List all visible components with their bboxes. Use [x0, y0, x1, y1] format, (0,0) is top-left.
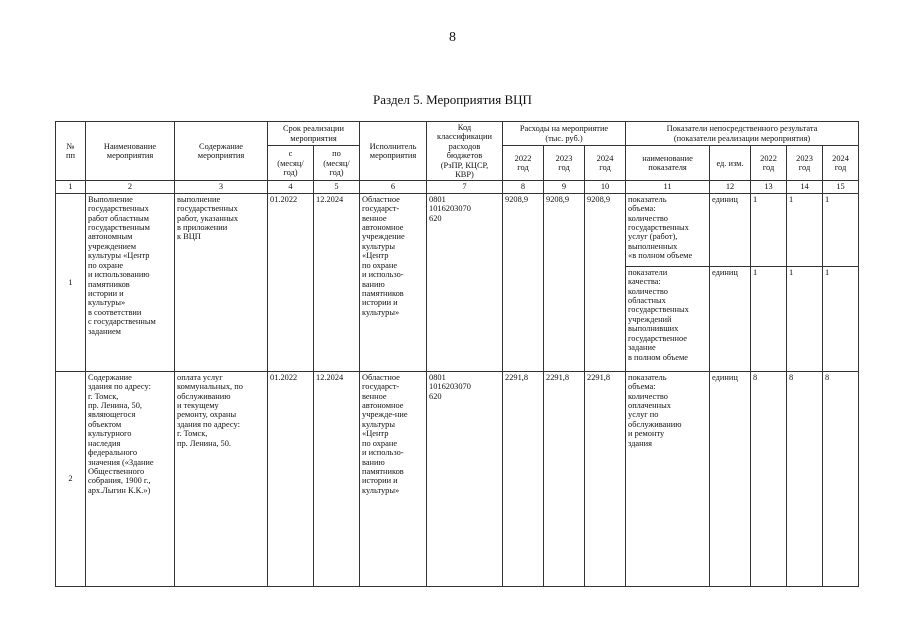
header-code: Код классификации расходов бюджетов (РзПР, КЦСР, КВР): [427, 122, 503, 181]
page-number: 8: [449, 30, 456, 45]
header-unit: ед. изм.: [710, 146, 751, 181]
header-ind-2022: 2022 год: [751, 146, 787, 181]
activity-content: выполнение государственных работ, указанных в приложении к ВЦП: [175, 193, 268, 371]
column-number: 4: [268, 181, 314, 193]
expense-2023: 9208,9: [544, 193, 585, 371]
indicator-unit: единиц: [710, 371, 751, 586]
header-indicators: Показатели непосредственного результата (показатели реализации мероприятия): [626, 122, 859, 146]
column-number: 9: [544, 181, 585, 193]
indicator-2024: 1: [823, 266, 859, 371]
row-number: 1: [56, 193, 86, 371]
header-ind-2024: 2024 год: [823, 146, 859, 181]
period-to: 12.2024: [314, 193, 360, 371]
header-period-from: с (месяц/ год): [268, 146, 314, 181]
period-from: 01.2022: [268, 371, 314, 586]
period-from: 01.2022: [268, 193, 314, 371]
budget-code: 0801 1016203070 620: [427, 371, 503, 586]
activities-table: [55, 121, 859, 587]
column-number: 14: [787, 181, 823, 193]
column-number: 5: [314, 181, 360, 193]
activity-name: Содержание здания по адресу: г. Томск, пр. Ленина, 50, являющегося объектом культурного наследия федерального значения («Здание Общественного собрания, 1900 г., арх.Лыгин К.К.»): [86, 371, 175, 586]
column-number: 10: [585, 181, 626, 193]
column-numbers-row: [56, 181, 859, 193]
section-title: Раздел 5. Мероприятия ВЦП: [373, 92, 532, 107]
indicator-2022: 1: [751, 266, 787, 371]
header-exp-2023: 2023 год: [544, 146, 585, 181]
header-period-to: по (месяц/ год): [314, 146, 360, 181]
header-ind-2023: 2023 год: [787, 146, 823, 181]
table-row: [56, 193, 859, 266]
indicator-2023: 1: [787, 266, 823, 371]
table-row: [56, 371, 859, 586]
indicator-2022: 1: [751, 193, 787, 266]
column-number: 3: [175, 181, 268, 193]
budget-code: 0801 1016203070 620: [427, 193, 503, 371]
executor: Областное государст- венное автономное учреждение культуры «Центр по охране и использо- ванию памятников истории и культуры»: [360, 193, 427, 371]
expense-2022: 9208,9: [503, 193, 544, 371]
period-to: 12.2024: [314, 371, 360, 586]
indicator-name: показатели качества: количество областных государственных учреждений выполнивших государственное задание в полном объеме: [626, 266, 710, 371]
header-row-1: [56, 122, 859, 146]
indicator-2023: 8: [787, 371, 823, 586]
header-name: Наименование мероприятия: [86, 122, 175, 181]
header-expenses: Расходы на мероприятие (тыс. руб.): [503, 122, 626, 146]
column-number: 2: [86, 181, 175, 193]
activity-content: оплата услуг коммунальных, по обслуживанию и текущему ремонту, охраны здания по адресу: г. Томск, пр. Ленина, 50.: [175, 371, 268, 586]
column-number: 7: [427, 181, 503, 193]
column-number: 15: [823, 181, 859, 193]
column-number: 12: [710, 181, 751, 193]
indicator-name: показатель объема: количество государственных услуг (работ), выполненных «в полном объеме: [626, 193, 710, 266]
row-number: 2: [56, 371, 86, 586]
indicator-unit: единиц: [710, 193, 751, 266]
expense-2024: 2291,8: [585, 371, 626, 586]
header-executor: Исполнитель мероприятия: [360, 122, 427, 181]
indicator-unit: единиц: [710, 266, 751, 371]
expense-2024: 9208,9: [585, 193, 626, 371]
indicator-2022: 8: [751, 371, 787, 586]
column-number: 1: [56, 181, 86, 193]
indicator-2024: 1: [823, 193, 859, 266]
column-number: 13: [751, 181, 787, 193]
indicator-2024: 8: [823, 371, 859, 586]
header-exp-2022: 2022 год: [503, 146, 544, 181]
activity-name: Выполнение государственных работ областным государственным автономным учреждением культуры «Центр по охране и использованию памятников истории и культуры» в соответствии с государственным заданием: [86, 193, 175, 371]
column-number: 8: [503, 181, 544, 193]
expense-2023: 2291,8: [544, 371, 585, 586]
header-num: № пп: [56, 122, 86, 181]
header-exp-2024: 2024 год: [585, 146, 626, 181]
column-number: 6: [360, 181, 427, 193]
header-period: Срок реализации мероприятия: [268, 122, 360, 146]
indicator-name: показатель объема: количество оплаченных услуг по обслуживанию и ремонту здания: [626, 371, 710, 586]
expense-2022: 2291,8: [503, 371, 544, 586]
column-number: 11: [626, 181, 710, 193]
header-indicator-name: наименование показателя: [626, 146, 710, 181]
indicator-2023: 1: [787, 193, 823, 266]
header-content: Содержание мероприятия: [175, 122, 268, 181]
executor: Областное государст- венное автономное учрежде-ние культуры «Центр по охране и использо- ванию памятников истории и культуры»: [360, 371, 427, 586]
